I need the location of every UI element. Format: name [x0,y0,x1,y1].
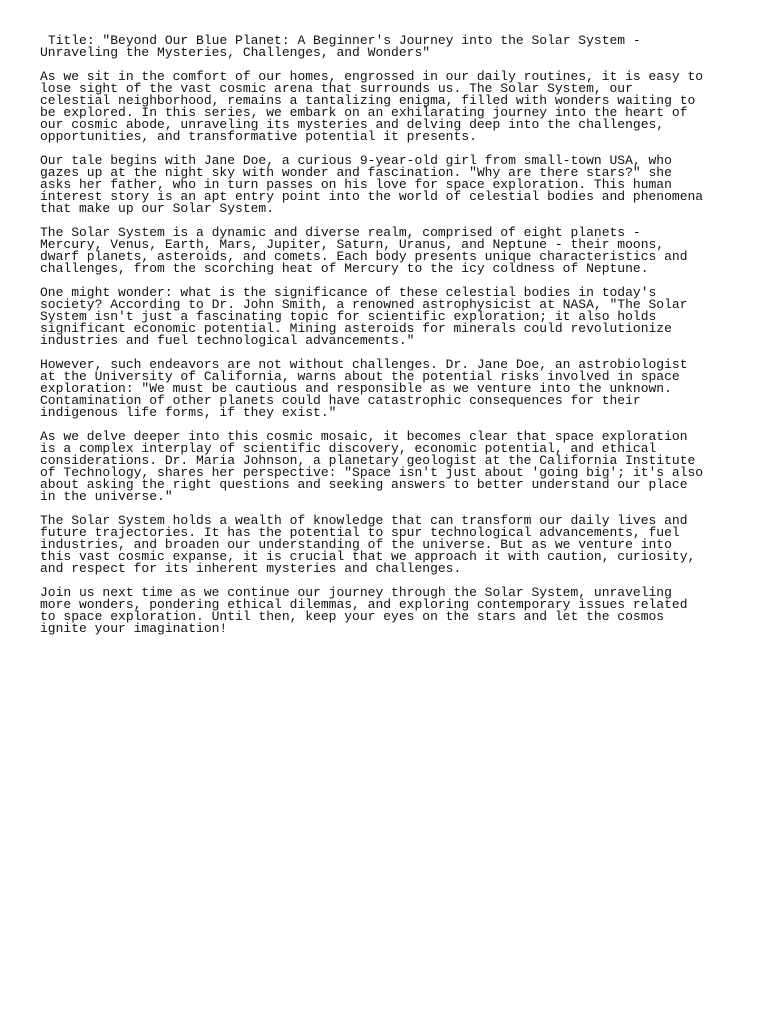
paragraph-closing: Join us next time as we continue our journey through the Solar System, unraveling more wonders, pondering ethical dilemmas, and exploring contemporary issues related to space exploration. Until then, keep your eyes on the stars and let the cosmos ignite your imagination! [40,585,688,636]
paragraph-intro: As we sit in the comfort of our homes, engrossed in our daily routines, it is easy to lose sight of the vast cosmic arena that surrounds us. The Solar System, our celestial neighborhood, remains a tantalizing enigma, filled with wonders waiting to be explored. In this series, we embark on an exhilarating journey into the heart of our cosmic abode, unraveling its mysteries and delving deep into the challenges, opportunities, and transformative potential it presents. [40,69,704,144]
paragraph-significance: One might wonder: what is the significance of these celestial bodies in today's society? According to Dr. John Smith, a renowned astrophysicist at NASA, "The Solar System isn't just a fascinating topic for scientific exploration; it also holds significant economic potential. Mining asteroids for minerals could revolutionize industries and fuel technological advancements." [40,285,688,348]
paragraph-cosmic-mosaic: As we delve deeper into this cosmic mosaic, it becomes clear that space exploration is a complex interplay of scientific discovery, economic potential, and ethical considerations. Dr. Maria Johnson, a planetary geologist at the California Institute of Technology, shares her perspective: "Space isn't just about 'going big'; it's also about asking the right questions and seeking answers to better understand our place in the universe." [40,429,704,504]
paragraph-jane-doe-story: Our tale begins with Jane Doe, a curious 9-year-old girl from small-town USA, who gazes up at the night sky with wonder and fascination. "Why are there stars?" she asks her father, who in turn passes on his love for space exploration. This human interest story is an apt entry point into the world of celestial bodies and phenomena that make up our Solar System. [40,153,704,216]
document-page [40,35,705,647]
paragraph-solar-system-overview: The Solar System is a dynamic and diverse realm, comprised of eight planets - Mercury, Venus, Earth, Mars, Jupiter, Saturn, Uranus, and Neptune - their moons, dwarf planets, asteroids, and comets. Each body presents unique characteristics and challenges, from the scorching heat of Mercury to the icy coldness of Neptune. [40,225,688,276]
document-title: Title: "Beyond Our Blue Planet: A Beginner's Journey into the Solar System - Unraveling the Mysteries, Challenges, and Wonders" [40,33,641,60]
paragraph-knowledge: The Solar System holds a wealth of knowledge that can transform our daily lives and future trajectories. It has the potential to spur technological advancements, fuel industries, and broaden our understanding of the universe. But as we venture into this vast cosmic expanse, it is crucial that we approach it with caution, curiosity, and respect for its inherent mysteries and challenges. [40,513,696,576]
paragraph-challenges: However, such endeavors are not without challenges. Dr. Jane Doe, an astrobiologist at the University of California, warns about the potential risks involved in space exploration: "We must be cautious and responsible as we venture into the unknown. Contamination of other planets could have catastrophic consequences for their indigenous life forms, if they exist." [40,357,688,420]
